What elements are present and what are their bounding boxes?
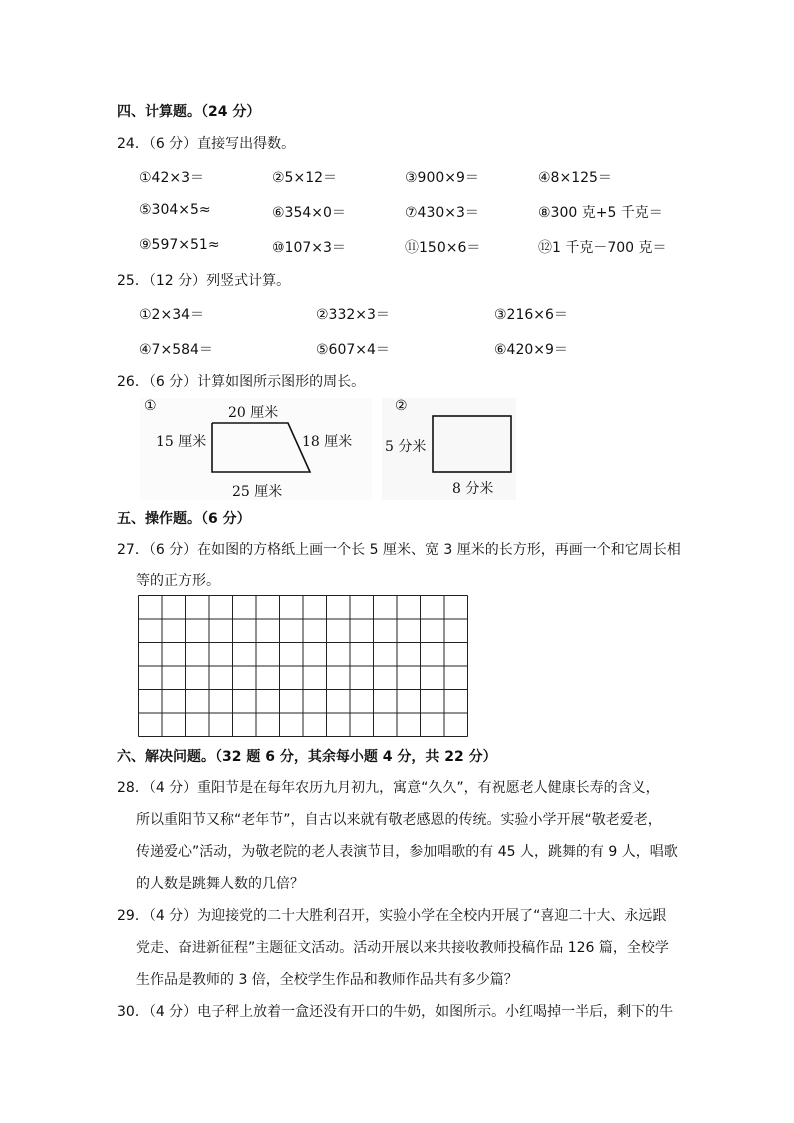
q25-item: ①2×34＝: [139, 307, 205, 323]
q30-text: [117, 996, 679, 1028]
section-four-title: 四、计算题。（24 分）: [117, 104, 261, 120]
q25-item: ⑥420×9＝: [494, 342, 568, 358]
q28-line: 传递爱心”活动，为敬老院的老人表演节目，参加唱歌的有 45 人，跳舞的有 9 人，唱歌: [136, 844, 678, 860]
q24-item: ⑤304×5≈: [139, 202, 211, 218]
q30-line: 30．（4 分）电子秤上放着一盒还没有开口的牛奶，如图所示。小红喝掉一半后，剩下的牛: [117, 1004, 674, 1020]
q29-line: 生作品是教师的 3 倍，全校学生作品和教师作品共有多少篇？: [136, 972, 518, 988]
q27-line-1: 27．（6 分）在如图的方格纸上画一个长 5 厘米、宽 3 厘米的长方形，再画一个和它周长相: [117, 542, 681, 558]
q24-title: 24．（6 分）直接写出得数。: [117, 136, 296, 152]
q28-line: 的人数是跳舞人数的几倍？: [136, 876, 304, 892]
q24-item: ⑦430×3＝: [405, 205, 479, 221]
trapezoid-bottom-label: 25 厘米: [232, 484, 283, 500]
figure-2-number: ②: [395, 398, 408, 414]
q28-line: 所以重阳节又称“老年节”，自古以来就有敬老感恩的传统。实验小学开展“敬老爱老，: [136, 812, 662, 828]
q25-item: ⑤607×4＝: [316, 342, 390, 358]
rectangle-left-label: 5 分米: [385, 439, 427, 455]
q29-line: 党走、奋进新征程”主题征文活动。活动开展以来共接收教师投稿作品 126 篇，全校学: [136, 940, 669, 956]
q24-item: ⑥354×0＝: [272, 205, 346, 221]
q24-item: ②5×12＝: [272, 170, 338, 186]
q24-item: ⑨597×51≈: [139, 237, 220, 253]
q24-item: ⑪150×6＝: [405, 240, 481, 256]
q27-line-2: 等的正方形。: [136, 573, 220, 589]
q25-item: ④7×584＝: [139, 342, 213, 358]
figure-rectangle: [382, 398, 516, 500]
q28-text: [117, 772, 679, 900]
q26-title: 26．（6 分）计算如图所示图形的周长。: [117, 374, 366, 390]
q24-item: ⑫1 千克－700 克＝: [538, 240, 667, 256]
q24-item: ⑩107×3＝: [272, 240, 346, 256]
trapezoid-left-label: 15 厘米: [156, 434, 207, 450]
q29-line: 29．（4 分）为迎接党的二十大胜利召开，实验小学在全校内开展了“喜迎二十大、永远跟: [117, 908, 667, 924]
q24-item: ④8×125＝: [538, 170, 612, 186]
figure-1-number: ①: [144, 398, 157, 414]
q25-title: 25．（12 分）列竖式计算。: [117, 273, 291, 289]
section-six-title: 六、解决问题。（32 题 6 分，其余每小题 4 分，共 22 分）: [117, 749, 497, 765]
figure-trapezoid: [140, 398, 372, 500]
q24-item: ⑧300 克+5 千克＝: [538, 205, 663, 221]
trapezoid-right-label: 18 厘米: [302, 434, 353, 450]
q25-item: ②332×3＝: [316, 307, 390, 323]
q29-text: [117, 900, 679, 996]
q25-item: ③216×6＝: [494, 307, 568, 323]
trapezoid-top-label: 20 厘米: [228, 405, 279, 421]
q24-item: ①42×3＝: [139, 170, 205, 186]
q28-line: 28．（4 分）重阳节是在每年农历九月初九，寓意“久久”，有祝愿老人健康长寿的含义，: [117, 780, 660, 796]
section-five-title: 五、操作题。（6 分）: [117, 511, 251, 527]
q24-item: ③900×9＝: [405, 170, 479, 186]
rectangle-bottom-label: 8 分米: [452, 481, 494, 497]
square-grid-paper[interactable]: [137, 594, 469, 739]
